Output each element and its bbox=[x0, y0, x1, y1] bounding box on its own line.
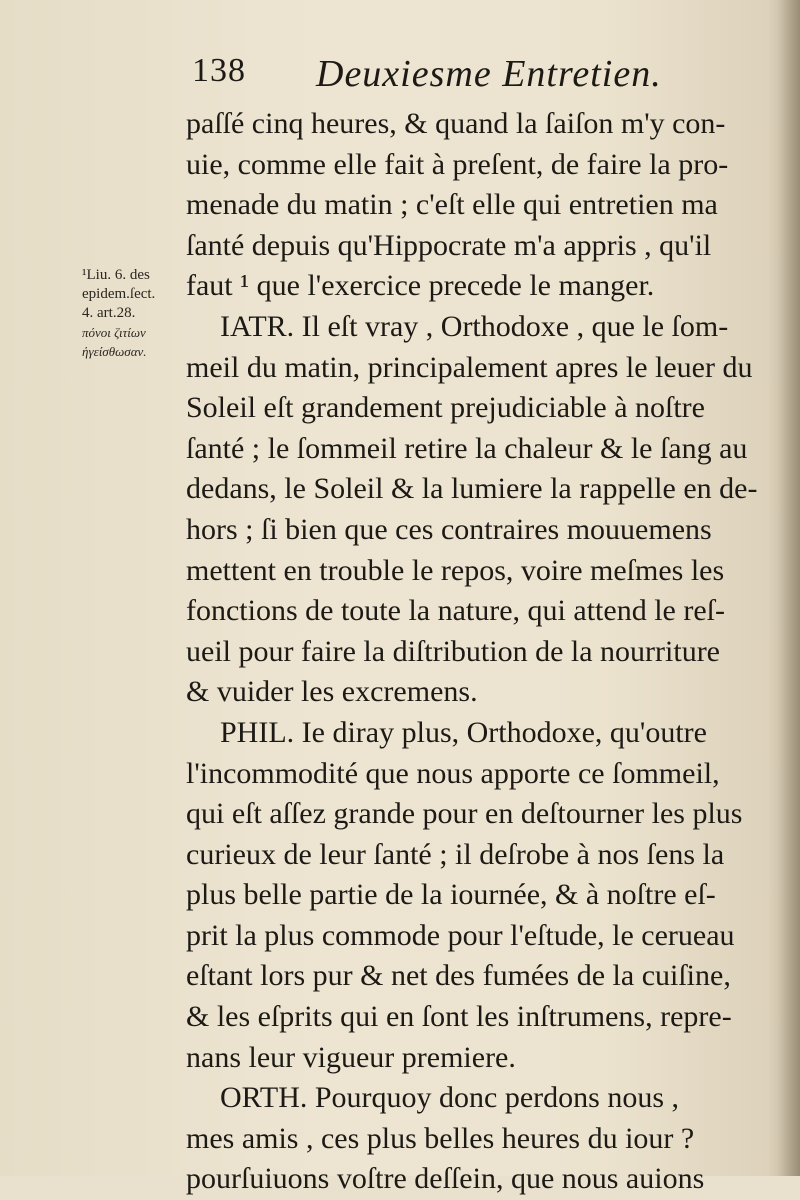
text-line: prit la plus commode pour l'eſtude, le cerueau bbox=[186, 918, 735, 952]
text-line: ueil pour faire la diſtribution de la nourriture bbox=[186, 634, 720, 668]
text-line: ſanté ; le ſommeil retire la chaleur & le ſang au bbox=[186, 431, 748, 465]
text-line: IATR. Il eſt vray , Orthodoxe , que le ſom- bbox=[220, 309, 729, 343]
text-line: fonctions de toute la nature, qui attend le reſ- bbox=[186, 594, 725, 628]
text-line: mettent en trouble le repos, voire meſmes les bbox=[186, 553, 725, 587]
text-line: curieux de leur ſanté ; il deſrobe à nos ſens la bbox=[186, 837, 725, 871]
text-line: uie, comme elle fait à preſent, de faire la pro- bbox=[186, 147, 729, 181]
margin-note-line: ¹Liu. 6. des bbox=[82, 267, 150, 283]
text-line: PHIL. Ie diray plus, Orthodoxe, qu'outre bbox=[220, 715, 707, 749]
text-line: Soleil eſt grandement prejudiciable à noſtre bbox=[186, 391, 705, 425]
text-line: paſſé cinq heures, & quand la ſaiſon m'y con- bbox=[186, 107, 726, 140]
text-line: qui eſt aſſez grande pour en deſtourner les plus bbox=[186, 797, 743, 831]
margin-note-line: 4. art.28. bbox=[82, 305, 136, 321]
body-text bbox=[186, 104, 782, 1200]
text-line: menade du matin ; c'eſt elle qui entretien ma bbox=[186, 188, 718, 222]
text-line: ORTH. Pourquoy donc perdons nous , bbox=[220, 1081, 680, 1115]
text-line: meil du matin, principalement apres le leuer du bbox=[186, 350, 753, 384]
text-line: faut ¹ que l'exercice precede le manger. bbox=[186, 269, 655, 303]
text-line: pourſuiuons voſtre deſſein, que nous auions bbox=[186, 1162, 705, 1196]
margin-note-line: epidem.ſect. bbox=[82, 286, 156, 302]
margin-note bbox=[82, 266, 192, 361]
text-line: l'incommodité que nous apporte ce ſommeil, bbox=[186, 756, 720, 790]
text-line: nans leur vigueur premiere. bbox=[186, 1040, 516, 1074]
text-line: & les eſprits qui en ſont les inſtrumens, repre- bbox=[186, 1000, 732, 1034]
margin-note-greek-line: πόνοι ζιτίων bbox=[82, 325, 146, 340]
text-line: plus belle partie de la iournée, & à noſtre eſ- bbox=[186, 878, 716, 912]
page-number: 138 bbox=[192, 52, 246, 89]
text-line: hors ; ſi bien que ces contraires mouuemens bbox=[186, 512, 712, 546]
margin-note-greek-line: ἡγείσθωσαν. bbox=[82, 344, 147, 359]
page-header bbox=[192, 52, 752, 102]
running-title: Deuxiesme Entretien. bbox=[316, 53, 662, 95]
text-line: ſanté depuis qu'Hippocrate m'a appris , qu'il bbox=[186, 228, 712, 262]
text-line: & vuider les excremens. bbox=[186, 675, 478, 709]
text-line: dedans, le Soleil & la lumiere la rappelle en de- bbox=[186, 472, 758, 506]
text-line: mes amis , ces plus belles heures du iour ? bbox=[186, 1121, 695, 1155]
text-line: eſtant lors pur & net des fumées de la cuiſine, bbox=[186, 959, 731, 993]
